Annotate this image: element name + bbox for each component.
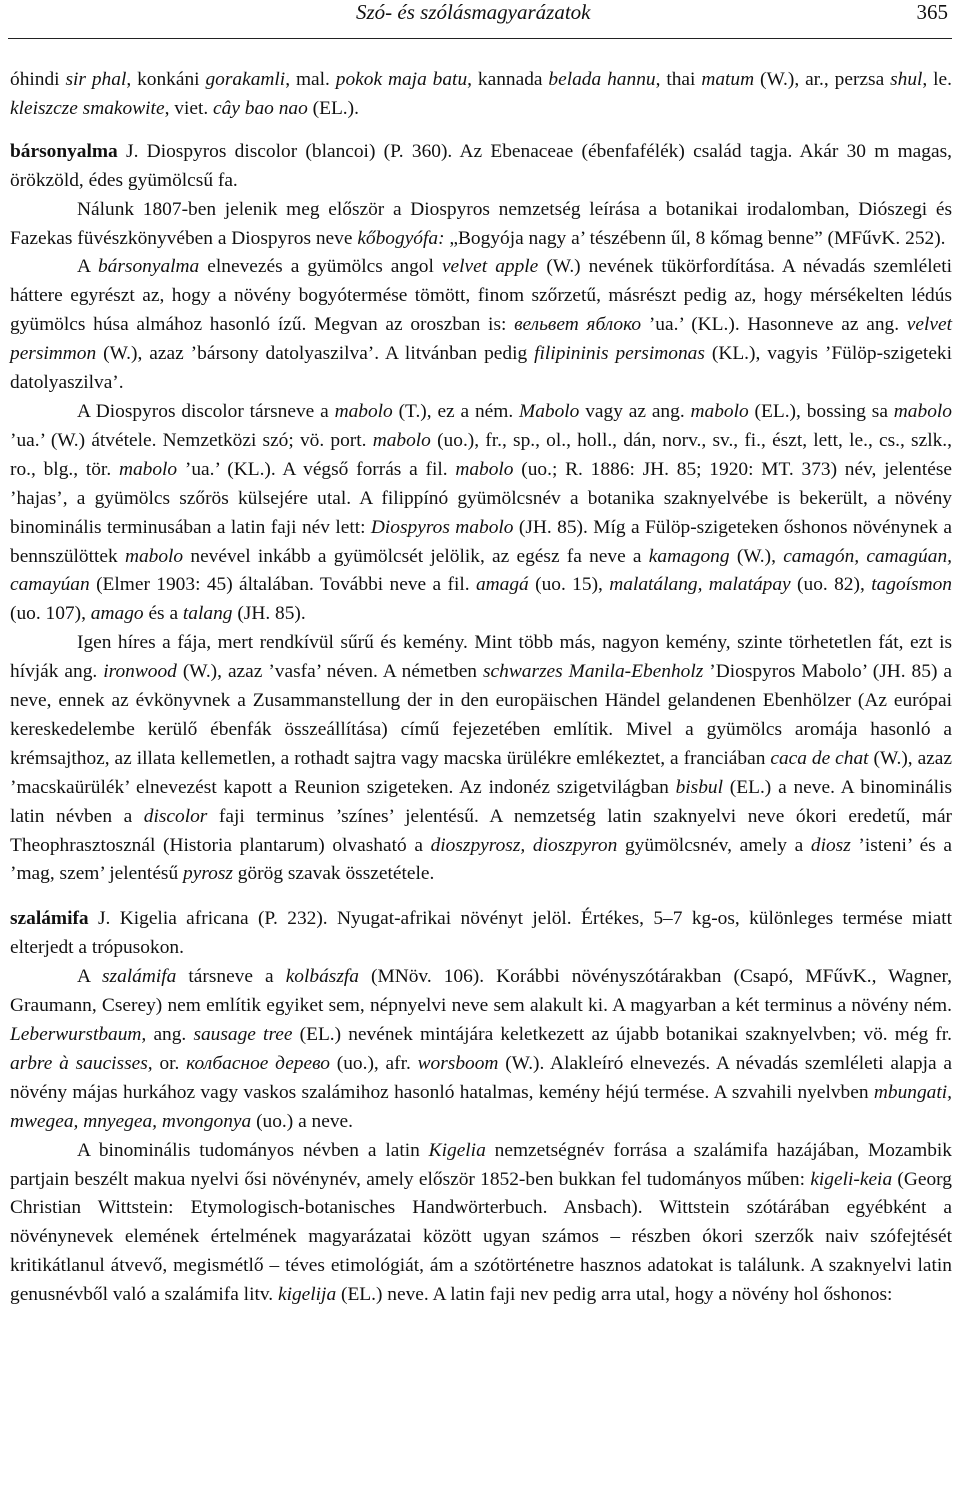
italic-term: mbungati, mwegea, mnyegea, mvongonya: [10, 1081, 952, 1132]
italic-term: bisbul: [675, 776, 723, 798]
italic-term: Diospyros mabolo: [370, 516, 514, 538]
italic-term: mabolo: [118, 458, 178, 480]
italic-term: ironwood: [103, 661, 177, 683]
entry-paragraph: A szalámifa társneve a kolbászfa (MNöv. 106). Korábbi növényszótárakban (Csapó, MFűvK., Wagner, Graumann, Cserey) nem említik egyiket sem, népnyelvi neve sem alakult ki. A magyarban a két terminus a növény ném. Leberwurstbaum, ang. sausage tree (EL.) nevének mintájára keletkezett az újabb botanikai szaknyelvben; vö. még fr. arbre à saucisses, or. колбасное дерево (uo.), afr. worsboom (W.). Alakleíró elnevezés. A névadás szemléleti alapja a növény májas hurkához vagy vaskos szalámihoz hasonló hatalmas, kemény héjú termése. A szvahili nyelvben mbungati, mwegea, mnyegea, mvongonya (uo.) a neve.: [10, 966, 953, 1132]
italic-term: mabolo: [455, 458, 514, 480]
italic-term: diosz: [810, 834, 851, 856]
italic-term: mabolo: [124, 545, 184, 567]
italic-term: mabolo: [893, 400, 952, 422]
italic-term: velvet apple: [441, 256, 539, 278]
running-title: Szó- és szólásmagyarázatok: [356, 0, 591, 24]
italic-term: kőbogyófa:: [357, 227, 445, 249]
italic-term: arbre à saucisses,: [10, 1052, 153, 1074]
headword: bársonyalma: [10, 140, 118, 162]
italic-term: talang: [182, 603, 233, 625]
entry-paragraph: A binominális tudományos névben a latin Kigelia nemzetségnév forrása a szalámifa hazájában, Mozambik partjain beszélt makua nyelvi ősi növénynév, amely először 1852-ben bukkan fel tudományos műben: kigeli-keia (Georg Christian Wittstein: Etymologisch-botanisches Handwörterbuch. Ansbach). Wittstein szótárában egyébként a növénynevek elemének értelmének magyarázatai között ugyan számos – részben ókori szerzők naiv szófejtését kritikátlanul átvevő, megismétlő – téves etimológiát, ám a szótörténetre hasznos adatokat is találunk. A szaknyelvi latin genusnévből való a szalámifa litv. kigelija (EL.) neve. A latin faji nev pedig arra utal, hogy a növény hol őshonos:: [10, 1139, 952, 1306]
intro-paragraph: óhindi sir phal, konkáni gorakamli, mal. pokok maja batu, kannada belada hannu, thai matum (W.), ar., perzsa shul, le. kleiszcze smakowite, viet. cây bao nao (EL.).: [10, 69, 953, 119]
headword: szalámifa: [10, 908, 89, 930]
italic-term: колбасное дерево: [186, 1052, 330, 1074]
italic-term: kigelija: [277, 1284, 337, 1306]
italic-term: schwarzes Manila-Ebenholz: [482, 661, 704, 683]
entry-paragraph: Igen híres a fája, mert rendkívül sűrű és kemény. Mint több más, nagyon kemény, szinte törhetetlen fát, ezt is hívják ang. ironwood (W.), azaz ’vasfa’ néven. A németben schwarzes Manila-Ebenholz ’Diospyros Mabolo’ (JH. 85) a neve, ennek az évkönyvnek a Zusammanstellung der in den europäischen Händel gelandenen Ebenhölzer (Az európai kereskedelembe kerülő ébenfák összeállítása) című fejezetében említik. Mivel a gyümölcs aromája hasonló a krémsajthoz, az illata kellemetlen, a rothadt sajtra vagy macska ürülékre emlékeztet, a franciában caca de chat (W.), azaz ’macskaürülék’ elnevezést kapott a Reunion szigeteken. Az indonéz szigetvilágban bisbul (EL.) a neve. A binominális latin névben a discolor faji terminus ’színes’ jelentésű. A nemzetség latin szaknyelvi neve ókori eredetű, már Theophrasztosznál (Historia plantarum) olvasható a dioszpyrosz, dioszpyron gyümölcsnév, amely a diosz ’isteni’ és a ’mag, szem’ jelentésű pyrosz görög szavak összetétele.: [10, 632, 953, 885]
italic-term: kleiszcze smakowite: [10, 97, 165, 119]
italic-term: amagá: [475, 574, 529, 596]
italic-term: dioszpyrosz, dioszpyron: [430, 834, 618, 856]
italic-term: tagoísmon: [871, 574, 952, 596]
italic-term: sir phal: [65, 69, 127, 90]
page-number: 365: [916, 0, 948, 24]
italic-term: Mabolo: [519, 400, 580, 422]
page-body: [10, 66, 952, 1310]
entry-szalamifa: [10, 905, 952, 1310]
entry-head-paragraph: bársonyalma J. Diospyros discolor (blancoi) (P. 360). Az Ebenaceae (ébenfafélék) család tagja. Akár 30 m magas, örökzöld, édes gyümölcsű fa.: [10, 140, 952, 191]
italic-term: malatálang, malatápay: [609, 574, 791, 596]
italic-term: Leberwurstbaum,: [10, 1024, 147, 1045]
entry-barsonyalma: [10, 138, 952, 890]
entry-paragraph: A Diospyros discolor társneve a mabolo (T.), ez a ném. Mabolo vagy az ang. mabolo (EL.), bossing sa mabolo ’ua.’ (W.) átvétele. Nemzetközi szó; vö. port. mabolo (uo.), fr., sp., ol., holl., dán, norv., sv., fi., észt, lett, le., cs., szlk., ro., blg., tör. mabolo ’ua.’ (KL.). A végső forrás a fil. mabolo (uo.; R. 1886: JH. 85; 1920: MT. 373) név, jelentése ’hajas’, a gyümölcs szőrös külsejére utal. A filippínó gyümölcsnév a botanika szaknyelvébe is bekerült, a növény binominális terminusában a latin faji név lett: Diospyros mabolo (JH. 85). Míg a Fülöp-szigeteken őshonos növénynek a bennszülöttek mabolo nevével inkább a gyümölcsét jelölik, az egész fa neve a kamagong (W.), camagón, camagúan, camayúan (Elmer 1903: 45) általában. További neve a fil. amagá (uo. 15), malatálang, malatápay (uo. 82), tagoísmon (uo. 107), amago és a talang (JH. 85).: [10, 400, 952, 625]
entry-paragraph: Nálunk 1807-ben jelenik meg először a Diospyros nemzetség leírása a botanikai irodalomban, Diószegi és Fazekas füvészkönyvében a Diospyros neve kőbogyófa: „Bogyója nagy a’ tészébenn űl, 8 kőmag benne” (MFűvK. 252).: [10, 198, 952, 249]
italic-term: Kigelia: [428, 1139, 486, 1161]
entry-paragraph: A bársonyalma elnevezés a gyümölcs angol velvet apple (W.) nevének tükörfordítása. A névadás szemléleti háttere egyrészt az, hogy a növény bogyótermése tömött, finom szőrzetű, másrészt pedig az, hogy mérsékelten lédús gyümölcs húsa almához hasonló ízű. Megvan az oroszban is: вельвет яблоко ’ua.’ (KL.). Hasonneve az ang. velvet persimmon (W.), azaz ’bársony datolyaszilva’. A litvánban pedig filipininis persimonas (KL.), vagyis ’Fülöp-szigeteki datolyaszilva’.: [10, 256, 953, 394]
italic-term: shul: [890, 69, 923, 90]
italic-term: mabolo: [334, 400, 393, 422]
italic-term: kamagong: [648, 545, 730, 567]
italic-term: szalámifa: [101, 966, 177, 988]
italic-term: caca de chat: [770, 747, 869, 769]
italic-term: sausage tree: [193, 1024, 293, 1045]
entry-head-paragraph: szalámifa J. Kigelia africana (P. 232). Nyugat-afrikai növényt jelöl. Értékes, 5–7 kg-os, különleges termése miatt elterjedt a trópusokon.: [10, 908, 952, 959]
running-header: [8, 0, 952, 39]
dictionary-entries: [10, 138, 952, 1310]
italic-term: filipininis persimonas: [534, 343, 705, 365]
italic-term: camagón, camagúan, camayúan: [10, 545, 952, 596]
italic-term: pyrosz: [183, 863, 233, 885]
italic-term: вельвет яблоко: [514, 314, 642, 336]
italic-term: belada hannu: [548, 69, 656, 90]
italic-term: matum: [701, 69, 755, 90]
italic-term: pokok maja batu: [335, 69, 468, 90]
italic-term: discolor: [143, 805, 208, 827]
italic-term: velvet persimmon: [10, 314, 952, 365]
italic-term: worsboom: [417, 1052, 499, 1074]
italic-term: kolbászfa: [285, 966, 359, 988]
italic-term: kigeli-keia: [810, 1168, 893, 1190]
italic-term: amago: [90, 603, 144, 625]
italic-term: gorakamli: [205, 69, 286, 90]
italic-term: mabolo: [372, 429, 431, 451]
italic-term: mabolo: [690, 400, 749, 422]
italic-term: cây bao nao: [213, 97, 308, 119]
italic-term: bársonyalma: [97, 256, 200, 278]
